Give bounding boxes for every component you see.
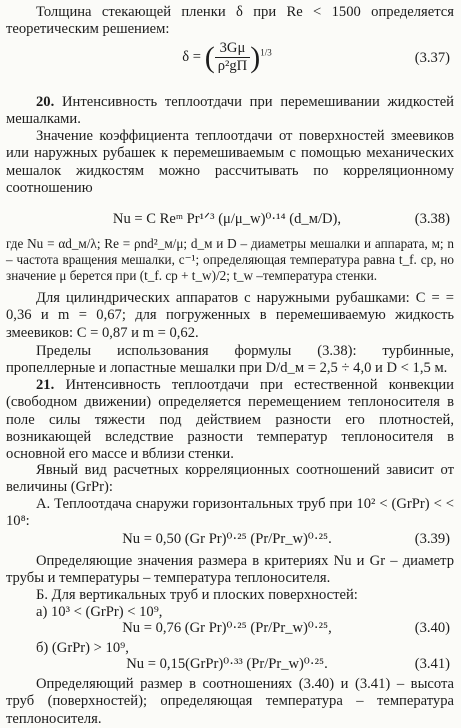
paragraph-case-b-b: б) (GrPr) > 10⁹, [36,640,129,656]
paragraph-20-definitions: где Nu = αd_м/λ; Re = ρnd²_м/μ; d_м и D – диаметры мешалки и аппарата, м; n – частота вращения мешалки, с⁻¹; определяющая температура равна t_f. ср, но значение μ берется при (t_f. ср + t_w)/2; t_w –температура стенки. [6,236,454,284]
paragraph-case-a-note: Определяющие значения размера в критериях Nu и Gr – диаметр трубы и температуры – температура теплоносителя. [6,553,454,587]
equation-3-41-formula: Nu = 0,15(GrPr)⁰·³³ (Pr/Pr_w)⁰·²⁵. [126,656,328,672]
equation-number: (3.40) [414,620,450,636]
section-number: 20. [36,94,55,110]
equation-number: (3.37) [414,50,450,66]
equation-number: (3.41) [414,656,450,672]
section-title: Интенсивность теплоотдачи при перемешивании жидкостей мешалками. [6,94,454,128]
section-21-paragraph: 21. Интенсивность теплоотдачи при естественной конвекции (свободном движении) определяется перемещением теплоносителя в поле силы тяжести под действием разности его плотностей, возникающей вследствие разности температур теплоносителя в основной его массе и вблизи стенки. [6,377,454,463]
paragraph-20-coefficients: Для цилиндрических аппаратов с наружными рубашками: C = = 0,36 и m = 0,67; для погруженных в перемешиваемую жидкость змеевиков: C = 0,87 и m = 0,62. [6,290,454,341]
equation-number: (3.39) [414,531,450,547]
paragraph-final: Определяющий размер в соотношениях (3.40) и (3.41) – высота труб (поверхностей); определяющая температура – температура теплоносителя. [6,676,454,727]
section-20-heading [6,94,454,129]
equation-3-37 [0,40,454,76]
equation-number: (3.38) [414,211,450,227]
paragraph-film-thickness: Толщина стекающей пленки δ при Re < 1500 определяется теоретическим решением: [6,4,454,38]
equation-3-37-formula: δ = ( $\frac{3G\mu}{\text{ρ²gΠ}}$ )$^{1/3}$ [182,40,272,75]
paragraph-20-limits: Пределы использования формулы (3.38): турбинные, пропеллерные и лопастные мешалки при D/d_м = 2,5 ÷ 4,0 и D < 1,5 м. [6,343,454,377]
equation-3-39 [0,531,454,553]
paragraph-case-b: Б. Для вертикальных труб и плоских поверхностей: [36,587,358,603]
paragraph-case-a: А. Теплоотдача снаружи горизонтальных труб при 10² < (GrPr) < < 10⁸: [6,496,454,530]
section-number: 21. [36,377,55,393]
paragraph-21-grpr: Явный вид расчетных корреляционных соотношений зависит от величины (GrPr): [6,462,454,496]
paragraph-20-intro: Значение коэффициента теплоотдачи от поверхностей змеевиков или наружных рубашек к перемешиваемым с помощью механических мешалок жидкостям можно рассчитывать по корреляционному соотношению [6,128,454,196]
paragraph-case-b-a: а) 10³ < (GrPr) < 10⁹, [36,604,163,620]
fraction: $\frac{3G\mu}{\text{ρ²gΠ}}$ [215,40,251,76]
equation-3-39-formula: Nu = 0,50 (Gr Pr)⁰·²⁵ (Pr/Pr_w)⁰·²⁵. [122,531,332,547]
equation-3-40 [0,620,454,642]
equation-3-38-formula: Nu = C Reᵐ Pr¹ᐟ³ (μ/μ_w)⁰·¹⁴ (d_м/D), [112,211,342,227]
equation-3-38 [0,211,454,233]
equation-3-40-formula: Nu = 0,76 (Gr Pr)⁰·²⁵ (Pr/Pr_w)⁰·²⁵, [122,620,332,636]
